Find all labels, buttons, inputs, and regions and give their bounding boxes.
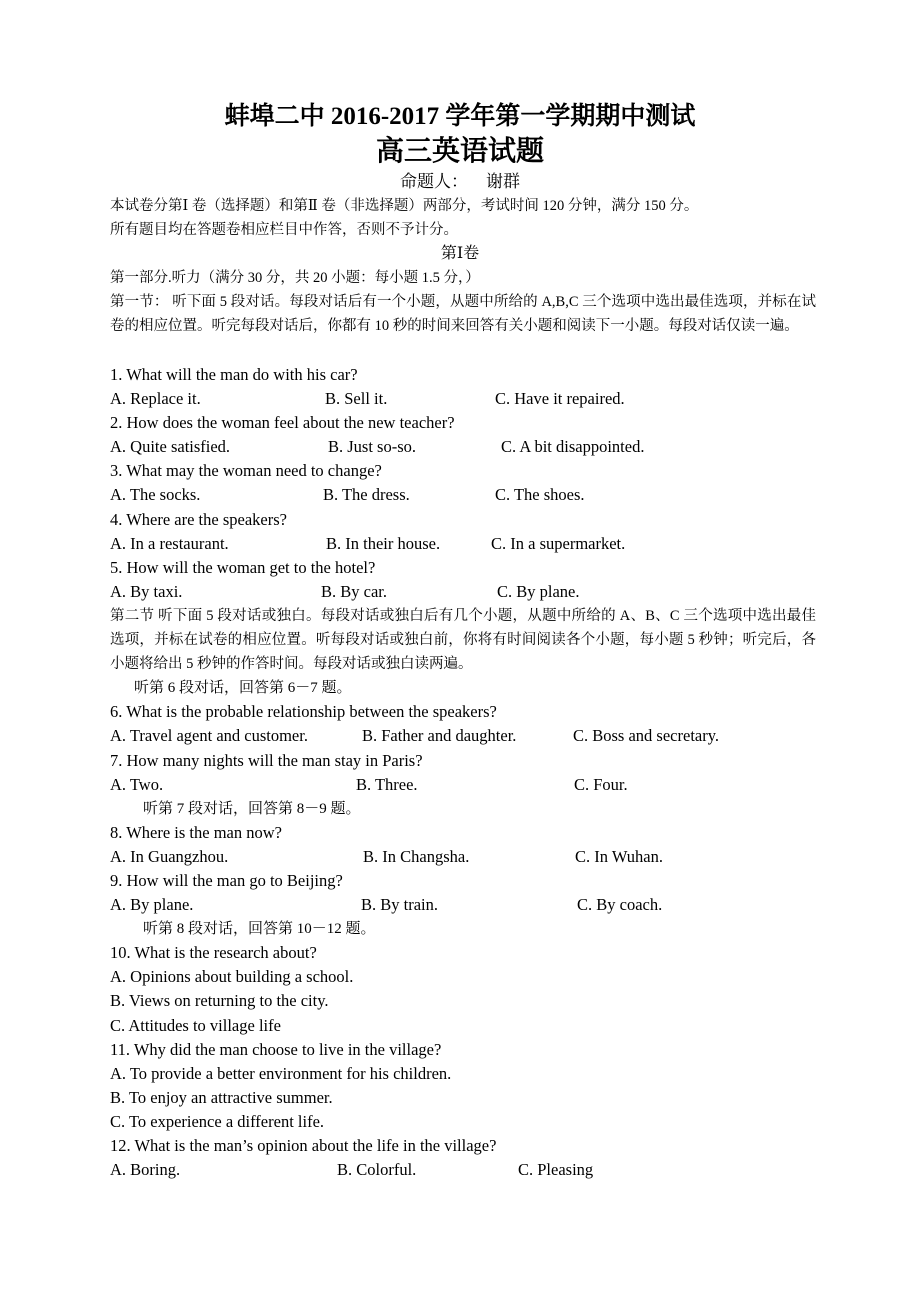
options-6 [110, 724, 820, 748]
option-a: A. By plane. [110, 895, 194, 915]
option-c: C. By coach. [577, 895, 663, 915]
question-8: 8. Where is the man now? [110, 822, 282, 842]
option-c: C. A bit disappointed. [501, 437, 645, 457]
options-8 [110, 845, 820, 869]
author-name: 谢群 [486, 172, 520, 191]
dialogue-8-instruction: 听第 8 段对话，回答第 10－12 题。 [143, 921, 376, 938]
option-11-c: C. To experience a different life. [110, 1111, 325, 1131]
question-6: 6. What is the probable relationship between the speakers? [110, 702, 497, 722]
question-1: 1. What will the man do with his car? [110, 365, 358, 384]
option-b: B. Three. [356, 774, 418, 794]
question-9: 9. How will the man go to Beijing? [110, 870, 343, 890]
option-b: B. Father and daughter. [362, 726, 517, 746]
option-a: A. By taxi. [110, 581, 183, 601]
option-a: A. Travel agent and customer. [110, 726, 308, 746]
option-b: B. The dress. [323, 485, 410, 505]
option-c: C. Four. [574, 774, 628, 794]
option-c: C. In Wuhan. [575, 846, 663, 866]
option-a: A. In a restaurant. [110, 533, 229, 553]
option-a: A. The socks. [110, 485, 201, 505]
options-4 [110, 532, 820, 556]
options-5 [110, 580, 820, 604]
question-2: 2. How does the woman feel about the new teacher? [110, 413, 455, 433]
option-b: B. By car. [321, 581, 387, 601]
option-11-b: B. To enjoy an attractive summer. [110, 1087, 333, 1107]
author-label: 命题人： [400, 172, 468, 191]
question-10: 10. What is the research about? [110, 943, 317, 963]
question-list [110, 363, 820, 1182]
options-9 [110, 893, 820, 917]
option-a: A. In Guangzhou. [110, 846, 229, 866]
question-4: 4. Where are the speakers? [110, 509, 287, 529]
option-a: A. Quite satisfied. [110, 437, 231, 457]
exam-title: 蚌埠二中 2016-2017 学年第一学期期中测试 [224, 103, 696, 130]
part1-title: 第一部分.听力（满分 30 分，共 20 小题：每小题 1.5 分，） [110, 270, 480, 286]
option-c: C. By plane. [497, 581, 580, 601]
option-10-c: C. Attitudes to village life [110, 1015, 281, 1035]
option-c: C. Have it repaired. [495, 389, 625, 409]
author-line [0, 170, 920, 194]
option-b: B. In their house. [326, 533, 441, 553]
option-b: B. By train. [361, 895, 438, 915]
option-a: A. Boring. [110, 1160, 181, 1180]
options-3 [110, 483, 820, 507]
question-12: 12. What is the man’s opinion about the life in the village? [110, 1136, 497, 1156]
exam-subtitle: 高三英语试题 [375, 136, 544, 167]
options-7 [110, 773, 820, 797]
option-c: C. The shoes. [495, 485, 585, 505]
option-10-b: B. Views on returning to the city. [110, 991, 329, 1011]
option-a: A. Two. [110, 774, 164, 794]
option-b: B. Just so-so. [328, 437, 417, 457]
option-a: A. Replace it. [110, 389, 201, 409]
dialogue-7-instruction: 听第 7 段对话，回答第 8－9 题。 [143, 800, 361, 817]
option-11-a: A. To provide a better environment for his children. [110, 1063, 452, 1083]
question-11: 11. Why did the man choose to live in the village? [110, 1039, 442, 1059]
option-b: B. In Changsha. [363, 846, 470, 866]
option-b: B. Colorful. [337, 1160, 417, 1180]
options-2 [110, 435, 820, 459]
question-3: 3. What may the woman need to change? [110, 461, 382, 481]
volume-label: 第Ⅰ卷 [440, 245, 480, 262]
question-5: 5. How will the woman get to the hotel? [110, 557, 376, 577]
options-1 [110, 387, 820, 411]
question-7: 7. How many nights will the man stay in Paris? [110, 750, 423, 770]
option-c: C. Boss and secretary. [573, 726, 720, 746]
intro-line-1: 本试卷分第Ⅰ 卷（选择题）和第Ⅱ 卷（非选择题）两部分，考试时间 120 分钟，满分 150 分。 [110, 198, 699, 214]
option-c: C. In a supermarket. [491, 533, 626, 553]
section2-instructions: 第二节 听下面 5 段对话或独白。每段对话或独白后有几个小题，从题中所给的 A、B、C 三个选项中选出最佳选项，并标在试卷的相应位置。听每段对话或独白前，你将有时间阅读各个小题，每小题 5 秒钟；听完后，各小题将给出 5 秒钟的作答时间。每段对话或独白读两遍。 [110, 607, 816, 673]
intro-line-2: 所有题目均在答题卷相应栏目中作答，否则不予计分。 [110, 222, 458, 238]
options-12 [110, 1158, 820, 1182]
option-10-a: A. Opinions about building a school. [110, 967, 354, 987]
option-b: B. Sell it. [325, 389, 388, 409]
dialogue-6-instruction: 听第 6 段对话，回答第 6－7 题。 [134, 680, 352, 697]
option-c: C. Pleasing [518, 1160, 594, 1180]
section1-instructions: 第一节： 听下面 5 段对话。每段对话后有一个小题，从题中所给的 A,B,C 三个选项中选出最佳选项，并标在试卷的相应位置。听完每段对话后，你都有 10 秒的时间来回答有关小题和阅读下一小题。每段对话仅读一遍。 [110, 294, 816, 334]
